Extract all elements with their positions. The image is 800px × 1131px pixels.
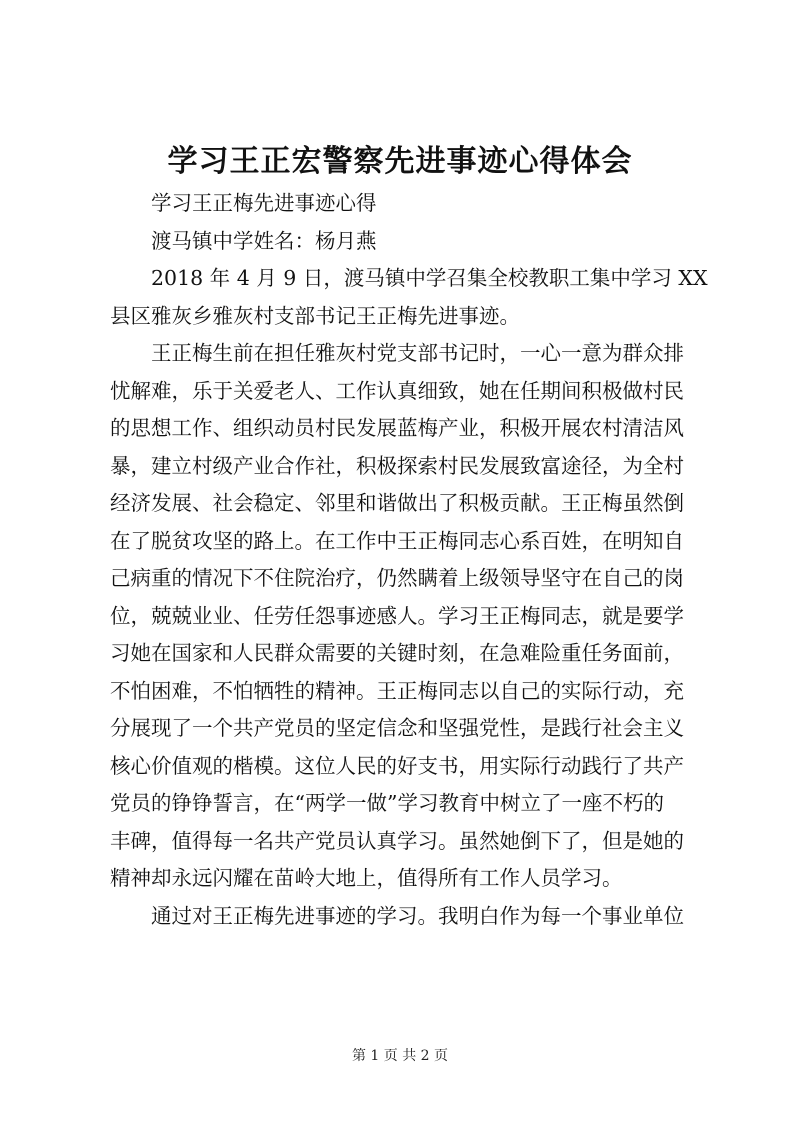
text-line: 通过对王正梅先进事迹的学习。我明白作为每一个事业单位 (151, 903, 684, 928)
text-line: 位，兢兢业业、任劳任怨事迹感人。学习王正梅同志，就是要学 (110, 603, 684, 628)
text-line: 不怕困难，不怕牺牲的精神。王正梅同志以自己的实际行动，充 (110, 678, 684, 703)
document-body (110, 185, 710, 935)
text-line: 渡马镇中学姓名：杨月燕 (151, 228, 377, 253)
text-line: 党员的铮铮誓言，在“两学一做”学习教育中树立了一座不朽的 (110, 791, 664, 815)
text-line: 王正梅生前在担任雅灰村党支部书记时，一心一意为群众排 (151, 341, 684, 365)
text-line: 习她在国家和人民群众需要的关键时刻，在急难险重任务面前， (110, 641, 684, 665)
text-line: 的思想工作、组织动员村民发展蓝梅产业，积极开展农村清洁风 (110, 416, 684, 440)
text-line: 县区雅灰乡雅灰村支部书记王正梅先进事迹。 (110, 303, 520, 328)
text-line: 学习王正梅先进事迹心得 (151, 191, 377, 215)
text-line: 己病重的情况下不住院治疗，仍然瞒着上级领导坚守在自己的岗 (110, 566, 684, 590)
text-line: 2018 年 4 月 9 日，渡马镇中学召集全校教职工集中学习 XX (151, 266, 708, 290)
text-line: 丰碑，值得每一名共产党员认真学习。虽然她倒下了，但是她的 (110, 828, 684, 853)
text-line: 在了脱贫攻坚的路上。在工作中王正梅同志心系百姓，在明知自 (110, 528, 684, 553)
page-footer: 第 1 页 共 2 页 (351, 1048, 449, 1064)
text-line: 精神却永远闪耀在苗岭大地上，值得所有工作人员学习。 (110, 866, 623, 890)
document-title: 学习王正宏警察先进事迹心得体会 (167, 144, 633, 179)
text-line: 经济发展、社会稳定、邻里和谐做出了积极贡献。王正梅虽然倒 (110, 491, 684, 515)
text-line: 暴，建立村级产业合作社，积极探索村民发展致富途径，为全村 (110, 453, 684, 478)
text-line: 忧解难，乐于关爱老人、工作认真细致，她在任期间积极做村民 (110, 378, 684, 403)
text-line: 分展现了一个共产党员的坚定信念和坚强党性，是践行社会主义 (110, 716, 684, 740)
text-line: 核心价值观的楷模。这位人民的好支书，用实际行动践行了共产 (110, 753, 684, 778)
